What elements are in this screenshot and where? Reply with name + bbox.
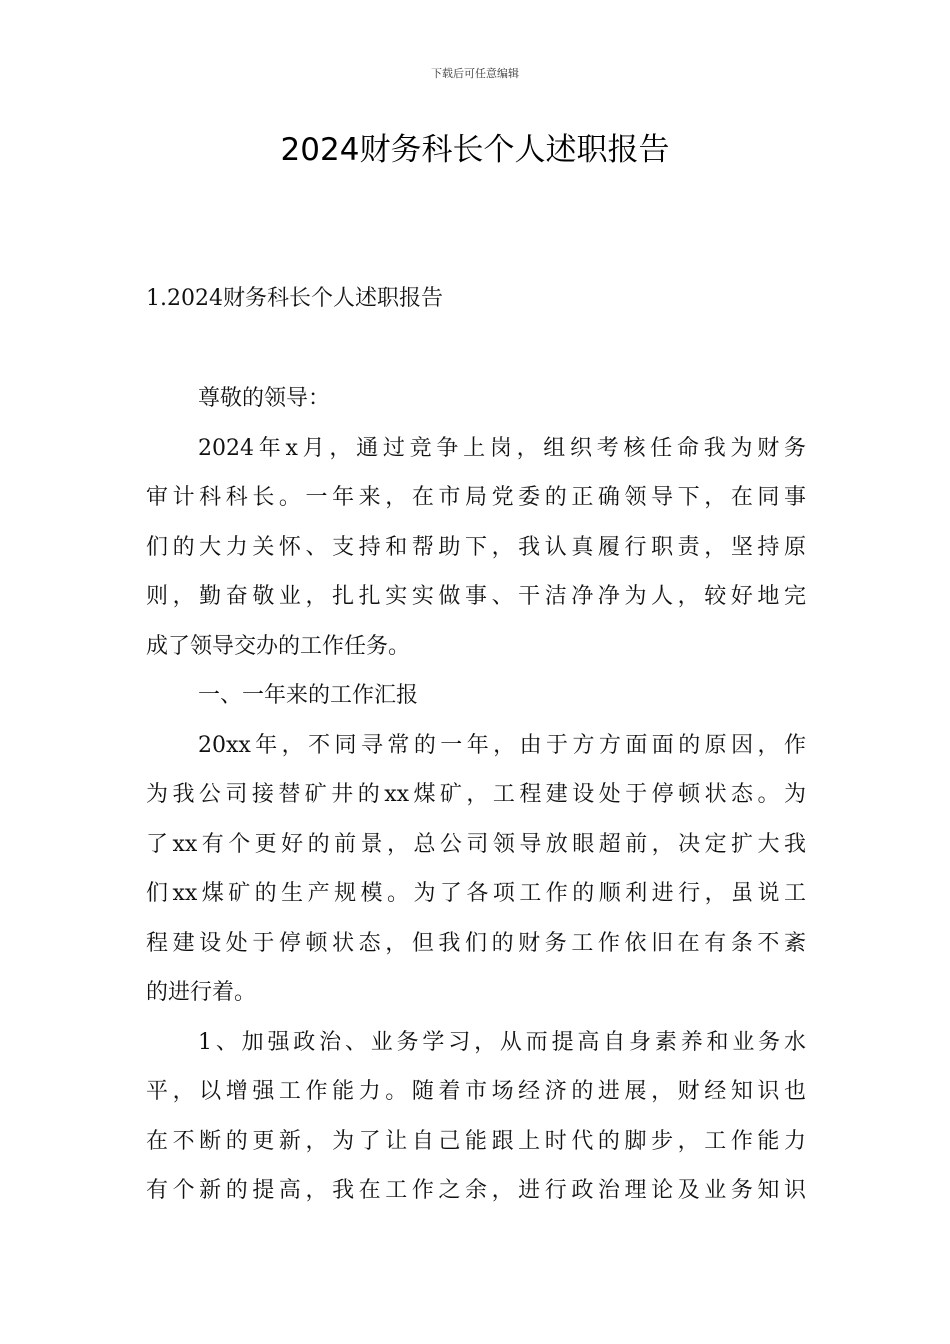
body-text-line: 则，勤奋敬业，扎扎实实做事、干洁净净为人，较好地完 <box>146 584 806 609</box>
body-text-line: 一、一年来的工作汇报 <box>198 683 419 708</box>
body-text-line: 20xx年，不同寻常的一年，由于方方面面的原因，作 <box>198 732 806 758</box>
header-note: 下载后可任意编辑 <box>431 67 519 80</box>
body-text-line: 为我公司接替矿井的xx煤矿，工程建设处于停顿状态。为 <box>146 782 806 807</box>
body-text-line: 程建设处于停顿状态，但我们的财务工作依旧在有条不紊 <box>146 930 806 956</box>
body-text-line: 2024年x月，通过竞争上岗，组织考核任命我为财务 <box>198 435 806 461</box>
body-text-line: 有个新的提高，我在工作之余，进行政治理论及业务知识 <box>146 1178 806 1203</box>
body-text-line: 们xx煤矿的生产规模。为了各项工作的顺利进行，虽说工 <box>146 881 806 906</box>
body-text-line: 平，以增强工作能力。随着市场经济的进展，财经知识也 <box>146 1079 806 1104</box>
body-text-line: 的进行着。 <box>146 980 257 1005</box>
body-text-line: 审计科科长。一年来，在市局党委的正确领导下，在同事 <box>146 485 806 510</box>
document-title: 2024财务科长个人述职报告 <box>280 132 670 168</box>
body-text-line: 1、加强政治、业务学习，从而提高自身素养和业务水 <box>198 1029 806 1055</box>
body-text-line: 在不断的更新，为了让自己能跟上时代的脚步，工作能力 <box>146 1128 806 1154</box>
section-heading: 1.2024财务科长个人述职报告 <box>146 286 443 311</box>
body-text-line: 成了领导交办的工作任务。 <box>146 633 411 659</box>
body-text-line: 尊敬的领导： <box>198 386 331 411</box>
document-body <box>146 379 806 1221</box>
body-text-line: 们的大力关怀、支持和帮助下，我认真履行职责，坚持原 <box>146 534 806 560</box>
body-text-line: 了xx有个更好的前景，总公司领导放眼超前，决定扩大我 <box>146 831 806 857</box>
